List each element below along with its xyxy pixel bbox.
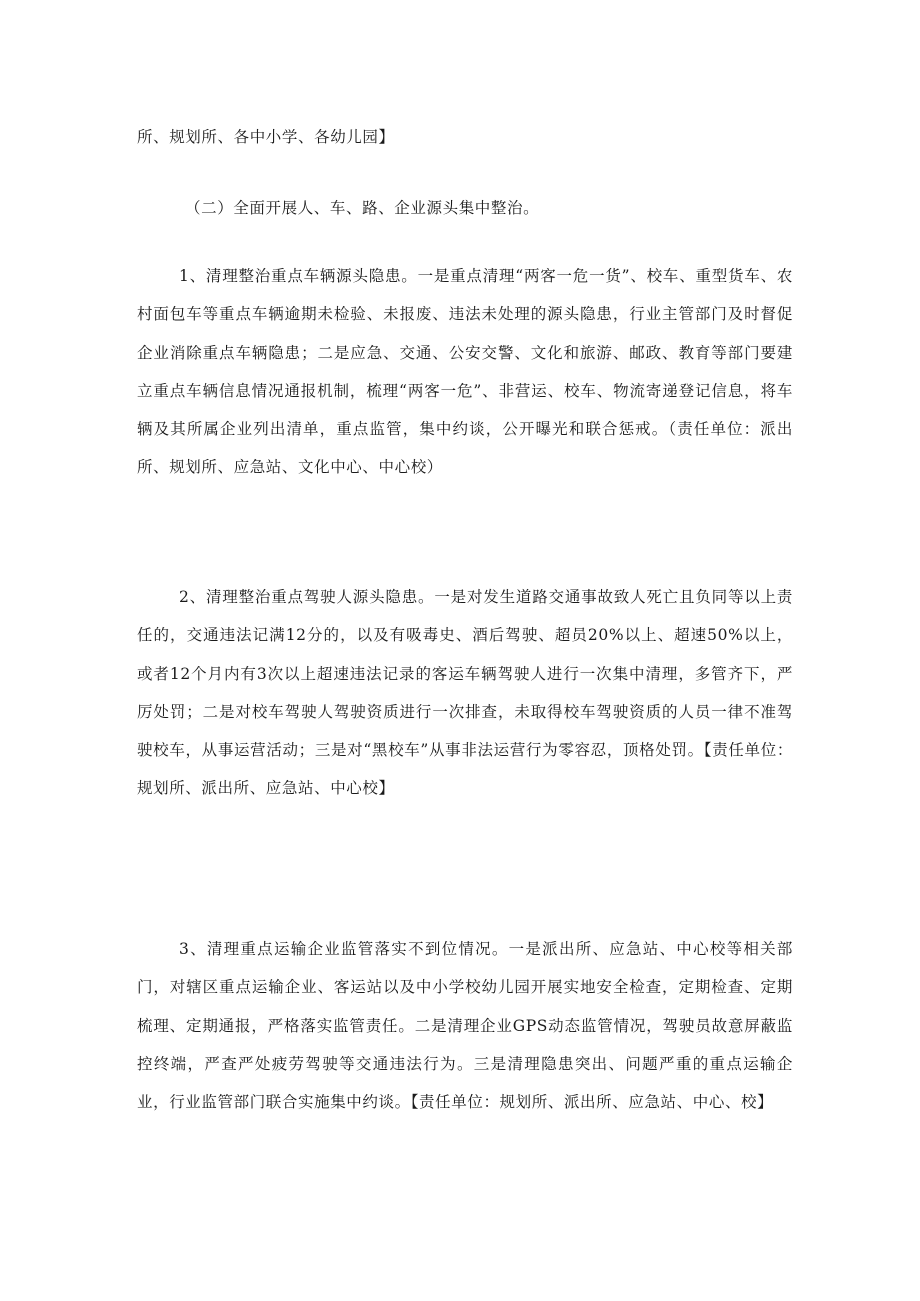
paragraph-item-3: 3、清理重点运输企业监管落实不到位情况。一是派出所、应急站、中心校等相关部门，对辖区重点运输企业、客运站以及中小学校幼儿园开展实地安全检查，定期检查、定期梳理、定期通报，严格落实监管责任。二是清理企业GPS动态监管情况，驾驶员故意屏蔽监控终端，严查严处疲劳驾驶等交通违法行为。三是清理隐患突出、问题严重的重点运输企业，行业监管部门联合实施集中约谈。【责任单位：规划所、派出所、应急站、中心、校】 bbox=[137, 940, 793, 1112]
paragraph-continuation: 所、规划所、各中小学、各幼儿园】 bbox=[137, 128, 395, 146]
paragraph-item-1: 1、清理整治重点车辆源头隐患。一是重点清理“两客一危一货”、校车、重型货车、农村面包车等重点车辆逾期未检验、未报废、违法未处理的源头隐患，行业主管部门及时督促企业消除重点车辆隐患；二是应急、交通、公安交警、文化和旅游、邮政、教育等部门要建立重点车辆信息情况通报机制，梳理“两客一危”、非营运、校车、物流寄递登记信息，将车辆及其所属企业列出清单，重点监管，集中约谈，公开曝光和联合惩戒。（责任单位：派出所、规划所、应急站、文化中心、中心校） bbox=[137, 267, 793, 477]
paragraph-item-2: 2、清理整治重点驾驶人源头隐患。一是对发生道路交通事故致人死亡且负同等以上责任的，交通违法记满12分的，以及有吸毒史、酒后驾驶、超员20%以上、超速50%以上，或者12个月内有3次以上超速违法记录的客运车辆驾驶人进行一次集中清理，多管齐下，严厉处罚；二是对校车驾驶人驾驶资质进行一次排查，未取得校车驾驶资质的人员一律不准驾驶校车，从事运营活动；三是对“黑校车”从事非法运营行为零容忍，顶格处罚。【责任单位：规划所、派出所、应急站、中心校】 bbox=[137, 588, 793, 798]
section-heading: （二）全面开展人、车、路、企业源头集中整治。 bbox=[185, 199, 540, 217]
